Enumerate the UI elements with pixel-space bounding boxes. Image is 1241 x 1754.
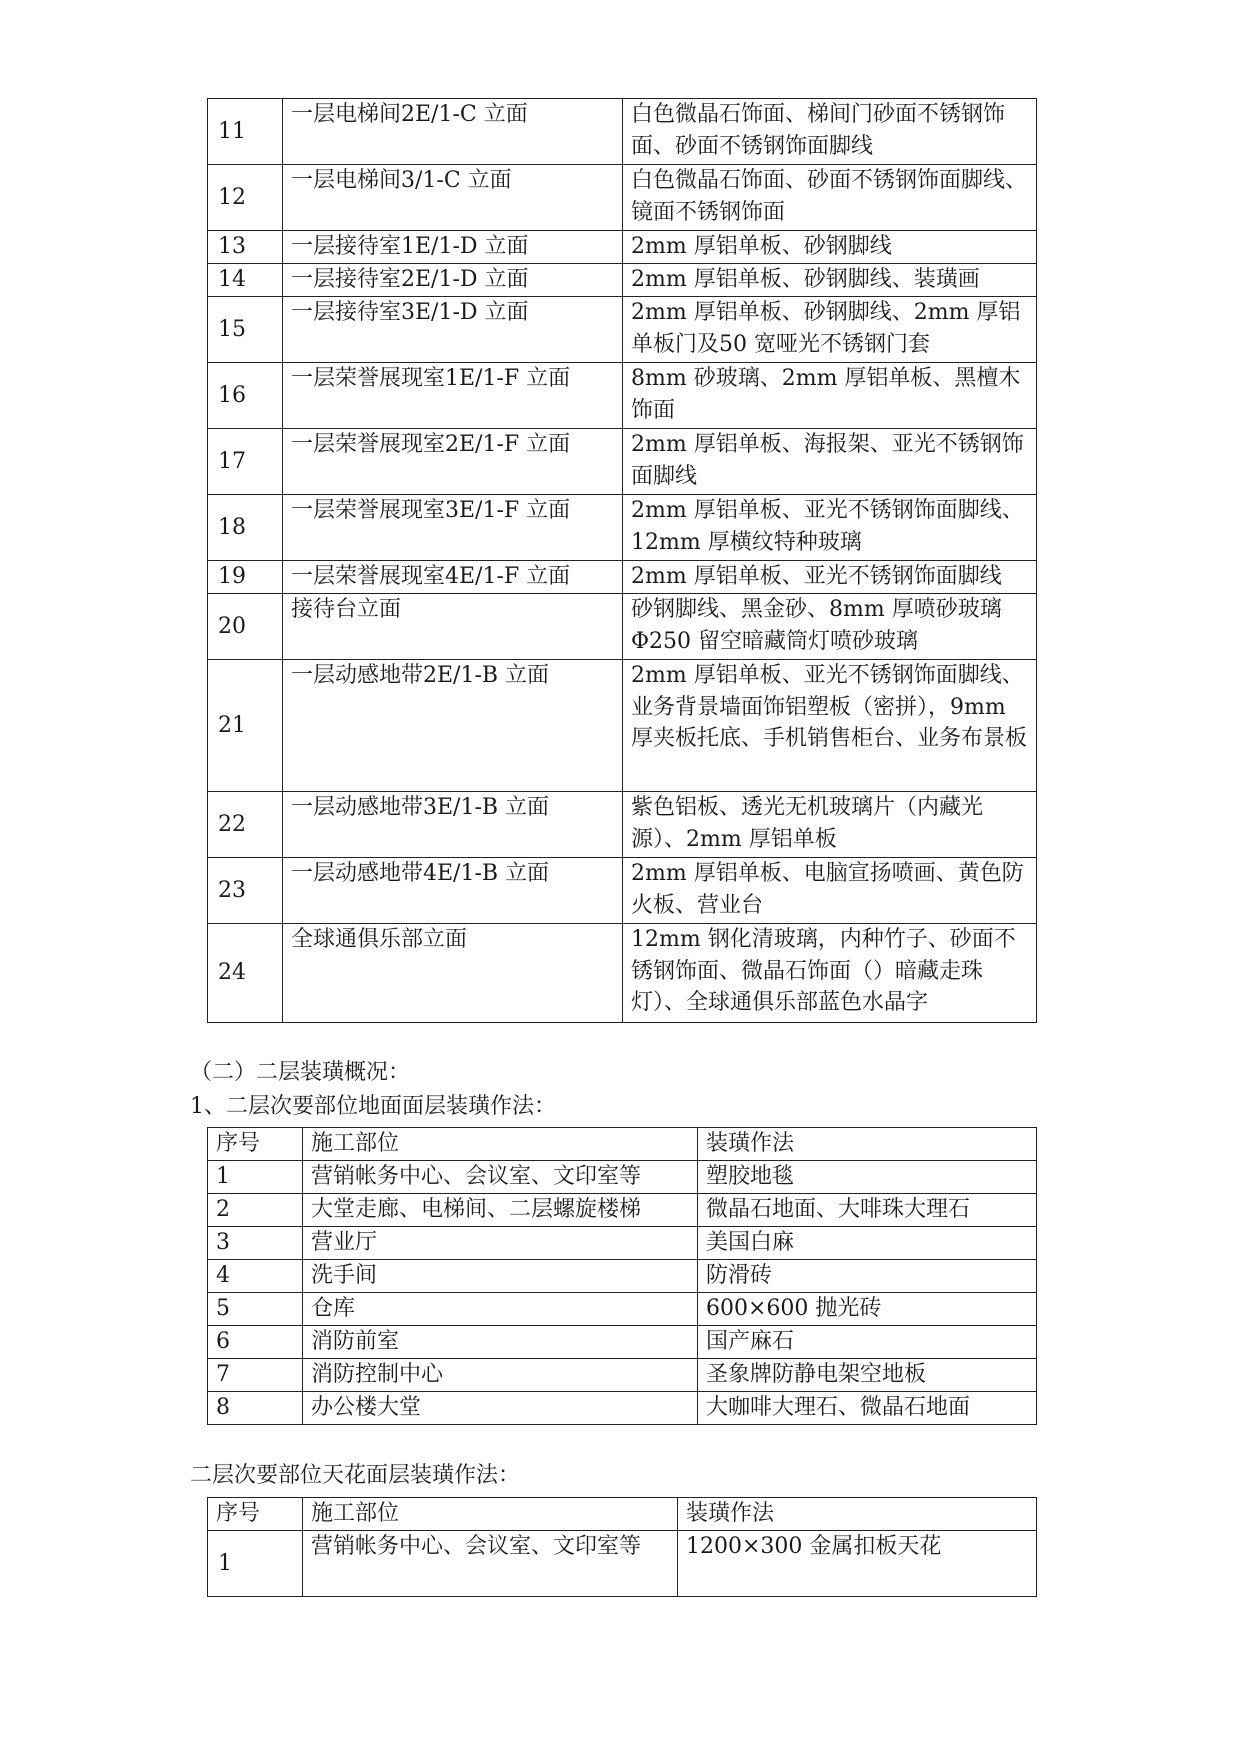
- row-number: 5: [208, 1293, 303, 1326]
- row-number: 12: [208, 165, 283, 231]
- column-header-number: 序号: [208, 1128, 303, 1161]
- table-row: [208, 858, 1037, 924]
- construction-location: 消防前室: [303, 1326, 698, 1359]
- section-heading: （二）二层装璜概况：: [190, 1060, 411, 1085]
- construction-location: 大堂走廊、电梯间、二层螺旋楼梯: [303, 1194, 698, 1227]
- construction-location: 一层荣誉展现室3E/1-F 立面: [283, 495, 623, 561]
- finish-method: 12mm 钢化清玻璃，内种竹子、砂面不锈钢饰面、微晶石饰面（）暗藏走珠灯）、全球通俱乐部蓝色水晶字: [623, 924, 1037, 1023]
- construction-location: 接待台立面: [283, 594, 623, 660]
- table-row: [208, 264, 1037, 297]
- construction-location: 一层接待室1E/1-D 立面: [283, 231, 623, 264]
- table-row: [208, 1359, 1037, 1392]
- finish-method: 8mm 砂玻璃、2mm 厚铝单板、黑檀木饰面: [623, 363, 1037, 429]
- column-header-method: 装璜作法: [678, 1498, 1037, 1531]
- table-row: [208, 1293, 1037, 1326]
- row-number: 22: [208, 792, 283, 858]
- construction-location: 营销帐务中心、会议室、文印室等: [303, 1161, 698, 1194]
- finish-method: 紫色铝板、透光无机玻璃片（内藏光源）、2mm 厚铝单板: [623, 792, 1037, 858]
- row-number: 16: [208, 363, 283, 429]
- construction-location: 一层接待室3E/1-D 立面: [283, 297, 623, 363]
- subsection-heading: 二层次要部位天花面层装璜作法：: [190, 1463, 521, 1488]
- row-number: 1: [208, 1531, 303, 1597]
- row-number: 17: [208, 429, 283, 495]
- column-header-number: 序号: [208, 1498, 303, 1531]
- construction-location: 一层荣誉展现室4E/1-F 立面: [283, 561, 623, 594]
- row-number: 3: [208, 1227, 303, 1260]
- row-number: 14: [208, 264, 283, 297]
- construction-location: 消防控制中心: [303, 1359, 698, 1392]
- construction-location: 营销帐务中心、会议室、文印室等: [303, 1531, 678, 1597]
- finish-method: 2mm 厚铝单板、砂钢脚线: [623, 231, 1037, 264]
- row-number: 21: [208, 660, 283, 792]
- finish-method: 1200×300 金属扣板天花: [678, 1531, 1037, 1597]
- construction-location: 办公楼大堂: [303, 1392, 698, 1425]
- table-row: [208, 1531, 1037, 1597]
- row-number: 15: [208, 297, 283, 363]
- table-row: [208, 660, 1037, 792]
- construction-location: 一层电梯间3/1-C 立面: [283, 165, 623, 231]
- finish-method: 2mm 厚铝单板、电脑宣扬喷画、黄色防火板、营业台: [623, 858, 1037, 924]
- construction-location: 洗手间: [303, 1260, 698, 1293]
- column-header-method: 装璜作法: [698, 1128, 1037, 1161]
- finish-method: 圣象牌防静电架空地板: [698, 1359, 1037, 1392]
- table-row: [208, 792, 1037, 858]
- construction-location: 一层动感地带2E/1-B 立面: [283, 660, 623, 792]
- row-number: 24: [208, 924, 283, 1023]
- table-row: [208, 429, 1037, 495]
- finish-method: 2mm 厚铝单板、砂钢脚线、2mm 厚铝单板门及50 宽哑光不锈钢门套: [623, 297, 1037, 363]
- table-row: [208, 363, 1037, 429]
- finish-method: 2mm 厚铝单板、亚光不锈钢饰面脚线: [623, 561, 1037, 594]
- construction-location: 一层荣誉展现室1E/1-F 立面: [283, 363, 623, 429]
- table-row: [208, 495, 1037, 561]
- row-number: 2: [208, 1194, 303, 1227]
- finish-method: 2mm 厚铝单板、亚光不锈钢饰面脚线、12mm 厚横纹特种玻璃: [623, 495, 1037, 561]
- row-number: 20: [208, 594, 283, 660]
- finish-method: 防滑砖: [698, 1260, 1037, 1293]
- elevation-finishes-table: [207, 98, 1037, 1023]
- row-number: 1: [208, 1161, 303, 1194]
- finish-method: 微晶石地面、大啡珠大理石: [698, 1194, 1037, 1227]
- finish-method: 2mm 厚铝单板、砂钢脚线、装璜画: [623, 264, 1037, 297]
- table-row: [208, 1227, 1037, 1260]
- table-row: [208, 297, 1037, 363]
- finish-method: 大咖啡大理石、微晶石地面: [698, 1392, 1037, 1425]
- floor-finishes-table: [207, 1127, 1037, 1425]
- table-row: [208, 99, 1037, 165]
- column-header-location: 施工部位: [303, 1498, 678, 1531]
- construction-location: 一层荣誉展现室2E/1-F 立面: [283, 429, 623, 495]
- table-row: [208, 231, 1037, 264]
- row-number: 13: [208, 231, 283, 264]
- table-row: [208, 165, 1037, 231]
- table-row: [208, 561, 1037, 594]
- finish-method: 2mm 厚铝单板、海报架、亚光不锈钢饰面脚线: [623, 429, 1037, 495]
- table-row: [208, 1392, 1037, 1425]
- finish-method: 600×600 抛光砖: [698, 1293, 1037, 1326]
- row-number: 8: [208, 1392, 303, 1425]
- table-row: [208, 924, 1037, 1023]
- ceiling-finishes-table: [207, 1497, 1037, 1597]
- table-row: [208, 1260, 1037, 1293]
- table-header-row: [208, 1128, 1037, 1161]
- finish-method: 砂钢脚线、黑金砂、8mm 厚喷砂玻璃Φ250 留空暗藏筒灯喷砂玻璃: [623, 594, 1037, 660]
- finish-method: 美国白麻: [698, 1227, 1037, 1260]
- table-row: [208, 1194, 1037, 1227]
- construction-location: 一层动感地带4E/1-B 立面: [283, 858, 623, 924]
- finish-method: 国产麻石: [698, 1326, 1037, 1359]
- construction-location: 一层电梯间2E/1-C 立面: [283, 99, 623, 165]
- finish-method: 白色微晶石饰面、梯间门砂面不锈钢饰面、砂面不锈钢饰面脚线: [623, 99, 1037, 165]
- finish-method: 塑胶地毯: [698, 1161, 1037, 1194]
- row-number: 23: [208, 858, 283, 924]
- table-row: [208, 594, 1037, 660]
- construction-location: 仓库: [303, 1293, 698, 1326]
- finish-method: 白色微晶石饰面、砂面不锈钢饰面脚线、镜面不锈钢饰面: [623, 165, 1037, 231]
- row-number: 4: [208, 1260, 303, 1293]
- row-number: 19: [208, 561, 283, 594]
- column-header-location: 施工部位: [303, 1128, 698, 1161]
- table-row: [208, 1326, 1037, 1359]
- construction-location: 一层接待室2E/1-D 立面: [283, 264, 623, 297]
- subsection-heading: 1、二层次要部位地面面层装璜作法：: [190, 1094, 556, 1119]
- row-number: 18: [208, 495, 283, 561]
- construction-location: 全球通俱乐部立面: [283, 924, 623, 1023]
- finish-method: 2mm 厚铝单板、亚光不锈钢饰面脚线、业务背景墙面饰铝塑板（密拼），9mm 厚夹板托底、手机销售柜台、业务布景板: [623, 660, 1037, 792]
- row-number: 6: [208, 1326, 303, 1359]
- row-number: 11: [208, 99, 283, 165]
- construction-location: 一层动感地带3E/1-B 立面: [283, 792, 623, 858]
- construction-location: 营业厅: [303, 1227, 698, 1260]
- table-header-row: [208, 1498, 1037, 1531]
- row-number: 7: [208, 1359, 303, 1392]
- table-row: [208, 1161, 1037, 1194]
